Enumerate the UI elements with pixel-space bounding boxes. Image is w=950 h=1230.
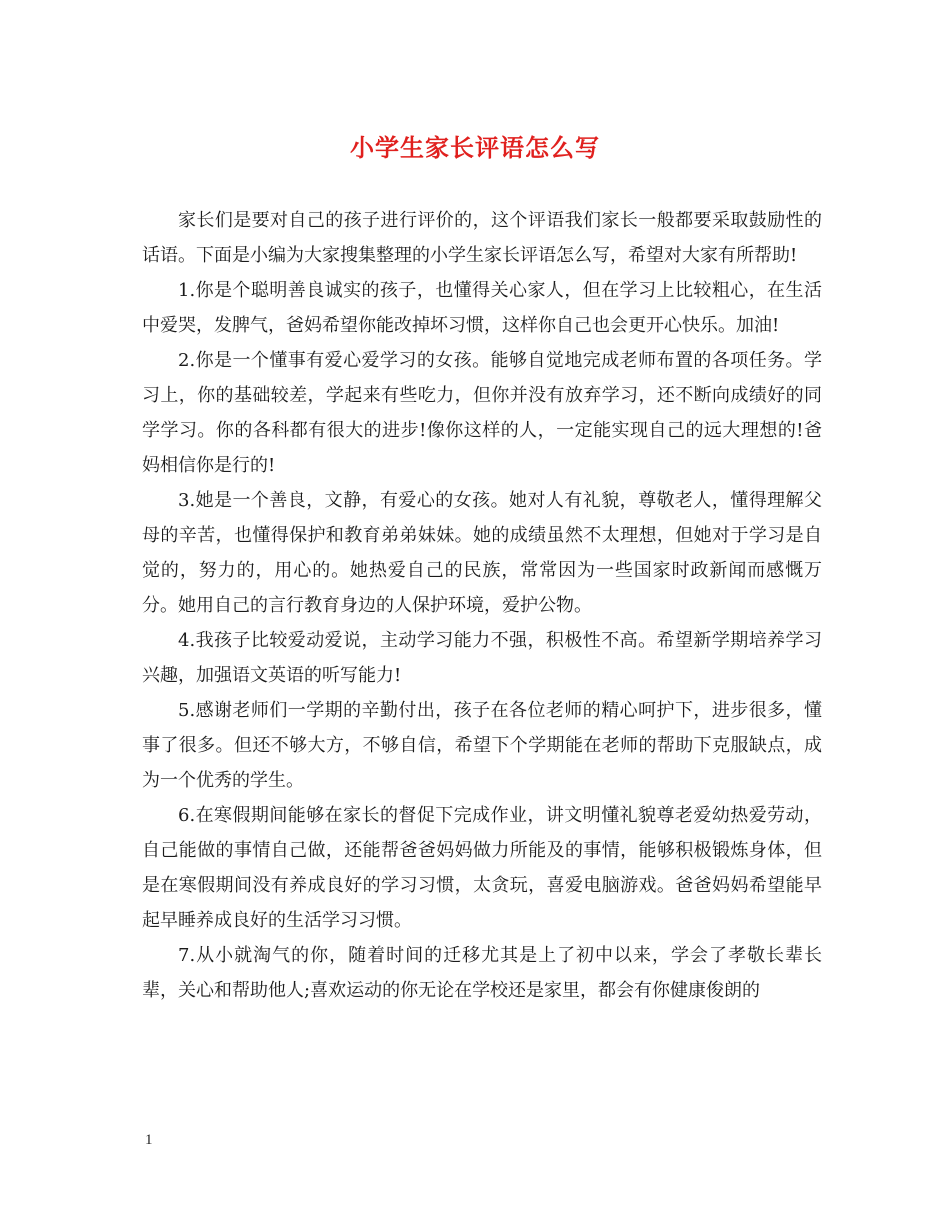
paragraph-item-3: 3.她是一个善良，文静，有爱心的女孩。她对人有礼貌，尊敬老人，懂得理解父母的辛苦，也懂得保护和教育弟弟妹妹。她的成绩虽然不太理想，但她对于学习是自觉的，努力的，用心的。她热爱自己的民族，常常因为一些国家时政新闻而感慨万分。她用自己的言行教育身边的人保护环境，爱护公物。 — [142, 490, 822, 616]
paragraph-item-6: 6.在寒假期间能够在家长的督促下完成作业，讲文明懂礼貌尊老爱幼热爱劳动，自己能做的事情自己做，还能帮爸爸妈妈做力所能及的事情，能够积极锻炼身体，但是在寒假期间没有养成良好的学习习惯，太贪玩，喜爱电脑游戏。爸爸妈妈希望能早起早睡养成良好的生活学习习惯。 — [142, 805, 822, 931]
paragraph-item-5: 5.感谢老师们一学期的辛勤付出，孩子在各位老师的精心呵护下，进步很多，懂事了很多。但还不够大方，不够自信，希望下个学期能在老师的帮助下克服缺点，成为一个优秀的学生。 — [142, 700, 822, 791]
document-title: 小学生家长评语怎么写 — [350, 133, 600, 162]
paragraph-item-7: 7.从小就淘气的你，随着时间的迁移尤其是上了初中以来，学会了孝敬长辈长辈，关心和帮助他人;喜欢运动的你无论在学校还是家里，都会有你健康俊朗的 — [142, 945, 822, 1001]
document-body — [142, 203, 822, 1008]
page-number: 1 — [145, 1132, 153, 1148]
paragraph-intro: 家长们是要对自己的孩子进行评价的，这个评语我们家长一般都要采取鼓励性的话语。下面是小编为大家搜集整理的小学生家长评语怎么写，希望对大家有所帮助! — [142, 210, 822, 266]
paragraph-item-4: 4.我孩子比较爱动爱说，主动学习能力不强，积极性不高。希望新学期培养学习兴趣，加强语文英语的听写能力! — [142, 630, 822, 686]
paragraph-item-1: 1.你是个聪明善良诚实的孩子，也懂得关心家人，但在学习上比较粗心，在生活中爱哭，发脾气，爸妈希望你能改掉坏习惯，这样你自己也会更开心快乐。加油! — [142, 280, 822, 336]
paragraph-item-2: 2.你是一个懂事有爱心爱学习的女孩。能够自觉地完成老师布置的各项任务。学习上，你的基础较差，学起来有些吃力，但你并没有放弃学习，还不断向成绩好的同学学习。你的各科都有很大的进步!像你这样的人，一定能实现自己的远大理想的!爸妈相信你是行的! — [142, 350, 822, 476]
